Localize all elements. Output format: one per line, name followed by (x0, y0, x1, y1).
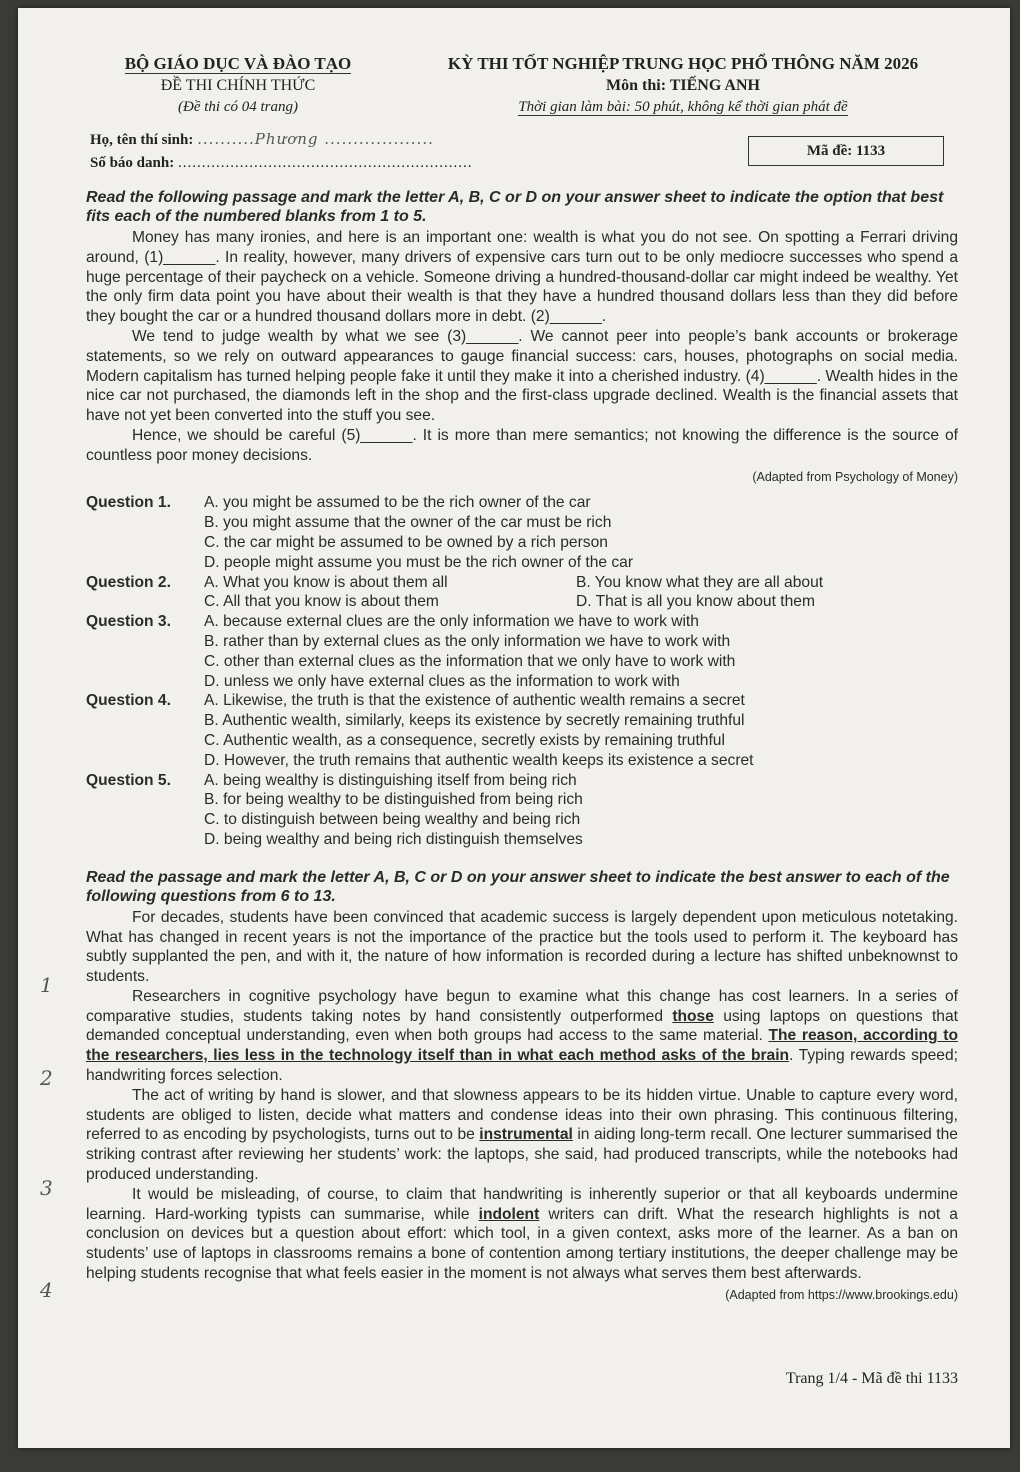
text-run: in aiding long-term recall. One lecturer summarised the striking contrast after reviewing her students’ work: the laptops, she said, had produced transcripts, while the notebooks had produced understanding. (86, 1126, 958, 1184)
option-b[interactable]: B. rather than by external clues as the only information we have to work with (204, 632, 731, 650)
header-right (418, 54, 948, 116)
question-3 (86, 612, 958, 691)
official-label: ĐỀ THI CHÍNH THỨC (160, 77, 316, 94)
part1-instruction: Read the following passage and mark the letter A, B, C or D on your answer sheet to indicate the option that best fits each of the numbered blanks from 1 to 5. (86, 189, 944, 225)
option-b[interactable]: B. you might assume that the owner of the car must be rich (204, 514, 612, 532)
option-d[interactable]: D. That is all you know about them (576, 593, 815, 611)
question-label: Question 1. (86, 494, 171, 512)
exam-title: KỲ THI TỐT NGHIỆP TRUNG HỌC PHỔ THÔNG NĂM 2026 (447, 54, 919, 73)
question-4 (86, 691, 958, 770)
option-d[interactable]: D. unless we only have external clues as the information to work with (204, 672, 680, 690)
option-c[interactable]: C. the car might be assumed to be owned by a rich person (204, 533, 608, 551)
option-a[interactable]: A. because external clues are the only information we have to work with (204, 613, 699, 631)
option-c[interactable]: C. All that you know is about them (204, 593, 439, 611)
pages-note: (Đề thi có 04 trang) (178, 99, 298, 115)
passage2-paragraph-1: For decades, students have been convinced that academic success is largely dependent upon meticulous notetaking. What has changed in recent years is not the importance of the practice but the tools used to perform it. The keyboard has subtly supplanted the pen, and with it, the nature of how information is recorded during a lecture has shifted unbeknownst to students. (86, 908, 958, 986)
ministry-name: BỘ GIÁO DỤC VÀ ĐÀO TẠO (124, 54, 352, 73)
margin-number-2: 2 (40, 1066, 53, 1090)
option-c[interactable]: C. to distinguish between being wealthy and being rich (204, 811, 581, 829)
passage2-paragraph-4 (86, 1185, 958, 1284)
margin-number-4: 4 (40, 1278, 53, 1302)
question-label: Question 5. (86, 771, 171, 789)
question-label: Question 3. (86, 613, 171, 631)
page-footer: Trang 1/4 - Mã đề thi 1133 (785, 1370, 958, 1387)
name-label: Họ, tên thí sinh: (90, 132, 194, 148)
text-run: . Typing rewards speed; handwriting forces selection. (86, 1047, 958, 1085)
id-label: Số báo danh: (90, 155, 175, 171)
question-1 (86, 493, 958, 572)
option-a[interactable]: A. you might be assumed to be the rich owner of the car (204, 494, 591, 512)
id-value: .............................................................. (177, 155, 473, 171)
text-run: writers can drift. What the research highlights is not a conclusion on devices but a question about effort: which tool, in a given context, asks more of the learner. As a ban on students’ use of laptops in classrooms remains a bone of contention among tertiary institutions, the deeper challenge may be helping students recognise that what feels easier in the moment is not always what serves them best afterwards. (86, 1205, 958, 1283)
part2-instruction: Read the passage and mark the letter A, B, C or D on your answer sheet to indicate the best answer to each of the following questions from 6 to 13. (86, 868, 950, 905)
option-d[interactable]: D. being wealthy and being rich distinguish themselves (204, 830, 583, 848)
underlined-word-indolent: indolent (478, 1205, 540, 1223)
option-d[interactable]: D. people might assume you must be the rich owner of the car (204, 553, 634, 571)
passage1-paragraph: Hence, we should be careful (5)______. It is more than mere semantics; not knowing the difference is the source of countless poor money decisions. (86, 426, 958, 464)
text-run: It would be misleading, of course, to claim that handwriting is inherently superior or that all keyboards undermine learning. Hard-working typists can summarise, while (86, 1185, 958, 1223)
option-b[interactable]: B. Authentic wealth, similarly, keeps its existence by secretly remaining truthful (204, 712, 745, 730)
option-c[interactable]: C. Authentic wealth, as a consequence, secretly exists by remaining truthful (204, 731, 725, 749)
question-5 (86, 771, 958, 850)
option-c[interactable]: C. other than external clues as the information that we only have to work with (204, 652, 736, 670)
option-b[interactable]: B. for being wealthy to be distinguished from being rich (204, 791, 583, 809)
underlined-word-those: those (672, 1007, 714, 1025)
candidate-fields (90, 130, 472, 178)
text-run: The act of writing by hand is slower, and that slowness appears to be its hidden virtue. Unable to capture every word, students are obliged to listen, decide what matters and condense ideas into their own phrasing. This continuous filtering, referred to as encoding by psychologists, turns out to be (86, 1086, 958, 1144)
exam-paper (18, 8, 1010, 1448)
time-note: Thời gian làm bài: 50 phút, không kể thời gian phát đề (518, 99, 848, 115)
margin-number-1: 1 (40, 973, 53, 997)
passage2-paragraph-2 (86, 987, 958, 1086)
option-b[interactable]: B. You know what they are all about (576, 573, 824, 591)
passage1-source: (Adapted from Psychology of Money) (752, 469, 958, 484)
exam-code-box: Mã đề: 1133 (748, 136, 944, 166)
name-value: ..........Phương ................... (197, 130, 434, 148)
underlined-word-instrumental: instrumental (479, 1126, 573, 1144)
margin-number-3: 3 (40, 1176, 53, 1200)
header-left (78, 54, 398, 116)
passage2-paragraph-3 (86, 1086, 958, 1185)
underlined-sentence: The reason, according to the researchers, lies less in the technology itself than in what each method asks of the brain (86, 1027, 958, 1065)
passage1-paragraph: We tend to judge wealth by what we see (3)______. We cannot peer into people’s bank accounts or brokerage statements, so we rely on outward appearances to gauge financial success: cars, houses, photographs on social media. Modern capitalism has turned helping people fake it until they make it into a cherished industry. (4)______. Wealth hides in the nice car not purchased, the diamonds left in the shop and the first-class upgrade declined. Wealth is the financial assets that have not yet been converted into the stuff you see. (86, 327, 958, 425)
subject: Môn thi: TIẾNG ANH (606, 77, 760, 94)
option-a[interactable]: A. being wealthy is distinguishing itself from being rich (204, 771, 577, 789)
passage2-source: (Adapted from https://www.brookings.edu) (725, 1287, 958, 1302)
question-label: Question 2. (86, 573, 171, 591)
passage1-paragraph: Money has many ironies, and here is an important one: wealth is what you do not see. On spotting a Ferrari driving around, (1)______. In reality, however, many drivers of expensive cars turn out to be only mediocre successes who spend a huge percentage of their paycheck on a vehicle. Someone driving a hundred-thousand-dollar car might indeed be wealthy. Yet the only firm data point you have about their wealth is that they have a hundred thousand dollars less than they did before they bought the car or a hundred thousand dollars more in debt. (2)______. (86, 229, 958, 326)
option-a[interactable]: A. Likewise, the truth is that the existence of authentic wealth remains a secret (204, 692, 745, 710)
text-run: Researchers in cognitive psychology have begun to examine what this change has cost learners. In a series of comparative studies, students taking notes by hand consistently outperformed (86, 987, 958, 1025)
text-run: using laptops on questions that demanded conceptual understanding, even when both groups had access to the same material. (86, 1007, 958, 1045)
option-a[interactable]: A. What you know is about them all (204, 573, 448, 591)
question-2 (86, 573, 958, 613)
option-d[interactable]: D. However, the truth remains that authentic wealth keeps its existence a secret (204, 751, 754, 769)
question-label: Question 4. (86, 692, 171, 710)
exam-content (86, 188, 958, 1312)
